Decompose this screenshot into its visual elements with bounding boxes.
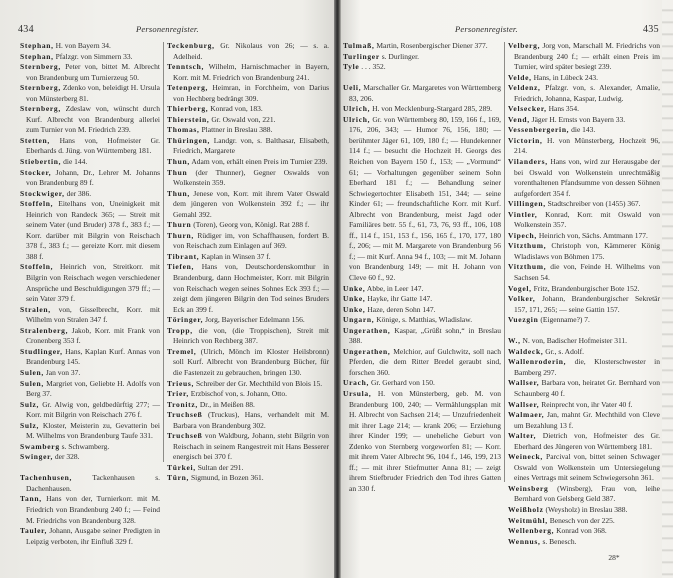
index-entry bbox=[508, 484, 660, 505]
entry-headword: Stralen, bbox=[20, 304, 51, 314]
entry-headword: Weinsberg bbox=[508, 483, 549, 493]
index-entry bbox=[20, 473, 160, 494]
entry-references: Melchior, auf Gulchwitz, soll nach Pferden, die dem Ritter Bredel geraubt sind, forschen 360. bbox=[349, 346, 501, 377]
entry-headword: Waldeck, bbox=[508, 346, 544, 356]
index-section bbox=[20, 41, 160, 463]
entry-headword: Thomas, bbox=[167, 125, 200, 135]
entry-references: Gr. Nikolaus von 26; — s. a. Adelheid. bbox=[173, 41, 329, 61]
entry-headword: Ursula, bbox=[343, 389, 372, 398]
entry-references: Jorg, Bayerischer Edelmann 156. bbox=[203, 315, 305, 325]
index-entry bbox=[167, 473, 329, 484]
entry-headword: Sulen, bbox=[20, 378, 45, 388]
entry-headword: Truchseß bbox=[167, 431, 203, 441]
entry-headword: Weitmühl, bbox=[508, 515, 548, 525]
index-entry bbox=[508, 73, 660, 84]
entry-references: Jäger H. Ernsts von Bayern 33. bbox=[529, 114, 626, 124]
left-page bbox=[0, 0, 336, 578]
entry-headword: Ungarn, bbox=[343, 315, 375, 325]
entry-references: Heimran, in Forchheim, von Darius von Hechberg bedrängt 309. bbox=[173, 83, 329, 103]
index-section bbox=[508, 41, 660, 326]
book-gutter bbox=[334, 0, 341, 578]
index-entry bbox=[343, 305, 501, 316]
entry-references: Gr. Gerhard von 150. bbox=[369, 378, 435, 388]
entry-references: Fritz, Brandenburgischer Bote 152. bbox=[531, 283, 640, 293]
entry-headword: Thierberg, bbox=[167, 104, 209, 114]
entry-references: Heinrich von, Sächs. Amtmann 177. bbox=[537, 230, 648, 240]
entry-references: (der Thunner), Gegner Oswalds von Wolkenstein 359. bbox=[173, 167, 329, 188]
index-entry bbox=[20, 199, 160, 262]
entry-references: Pfalzgr. von Simmern 33. bbox=[53, 51, 133, 61]
entry-headword: Ungerathen, bbox=[343, 325, 391, 335]
entry-references: die, Klosterschwester in Bamberg 297. bbox=[514, 357, 660, 377]
index-entry bbox=[508, 400, 660, 411]
entry-headword: Walmaer, bbox=[508, 410, 545, 420]
index-section bbox=[20, 473, 160, 547]
entry-headword: Velberg, bbox=[508, 41, 541, 50]
entry-references: H. von Bayern 34. bbox=[53, 41, 111, 50]
entry-references: Heinrich von, Streitkorr. mit Bilgrin von Reischach wegen verschiedener Ansprüche und Beschuldigungen 379 ff.; — sein Vater 379 f. bbox=[26, 262, 160, 304]
index-section bbox=[167, 41, 329, 484]
index-entry bbox=[343, 41, 501, 52]
entry-references: (Truckus), Hans, verhandelt mit M. Barbara von Brandenburg 302. bbox=[173, 410, 329, 430]
entry-references: Kloster, Meisterin zu, Gevatterin bei M. Wilhelms von Brandenburg Taufe 331. bbox=[26, 420, 160, 441]
entry-headword: Sulen, bbox=[20, 367, 45, 377]
index-entry bbox=[343, 83, 501, 104]
entry-headword: Türn, bbox=[167, 473, 190, 483]
entry-headword: Vitzthum, bbox=[508, 241, 547, 251]
entry-headword: Thurn bbox=[167, 220, 192, 230]
entry-references: Hans, Kaplan Kurf. Annas von Brandenburg 145. bbox=[26, 346, 160, 367]
index-entry bbox=[20, 189, 160, 200]
entry-headword: Türkei, bbox=[167, 462, 196, 472]
entry-headword: Thun, bbox=[167, 188, 190, 198]
entry-headword: Wennus, bbox=[508, 536, 541, 546]
index-entry bbox=[508, 210, 660, 231]
index-entry bbox=[508, 294, 660, 315]
entry-references: Parcival von, bittet seinen Schwager Oswald von Wolkenstein um Untersiegelung eines Vertrags mit seinem Schwiegersohn 361. bbox=[514, 452, 660, 483]
entry-references: Zdeslaw von, wünscht durch Kurf. Albrecht von Brandenburg allerlei zum Turnier von M. Friedrich 239. bbox=[26, 104, 160, 135]
index-column bbox=[167, 41, 329, 492]
entry-references: Konrad von, 183. bbox=[208, 104, 263, 114]
entry-references: Johann, Ausgabe seiner Predigten in Leipzig verboten, ihr Einfluß 329 f. bbox=[26, 526, 160, 546]
index-entry bbox=[167, 136, 329, 157]
entry-references: Rüdiger im, von Schaffhausen, fordert B. von Reischach zum Einlagen auf 369. bbox=[173, 230, 329, 251]
entry-headword: Tyle bbox=[343, 62, 360, 72]
index-entry bbox=[343, 284, 501, 295]
index-entry bbox=[508, 262, 660, 283]
entry-headword: Walter, bbox=[508, 431, 537, 441]
index-entry bbox=[508, 315, 660, 326]
entry-references: s. Benesch. bbox=[540, 536, 577, 546]
index-entry bbox=[167, 220, 329, 231]
index-entry bbox=[508, 157, 660, 199]
index-entry bbox=[343, 294, 501, 305]
entry-headword: Sternberg, bbox=[20, 83, 61, 93]
index-entry bbox=[20, 52, 160, 63]
entry-headword: Thüringen, bbox=[167, 135, 211, 145]
entry-headword: Turlinger bbox=[343, 51, 380, 61]
entry-headword: Tibrant, bbox=[167, 251, 200, 261]
entry-headword: Wallser, bbox=[508, 399, 540, 409]
index-entry bbox=[20, 157, 160, 168]
entry-references: Stadtschreiber von (1455) 367. bbox=[545, 199, 641, 209]
index-entry bbox=[167, 157, 329, 168]
entry-headword: Victorin, bbox=[508, 135, 543, 145]
index-entry bbox=[167, 410, 329, 431]
entry-headword: Tropp, bbox=[167, 325, 193, 335]
index-entry bbox=[167, 168, 329, 189]
index-column bbox=[20, 41, 160, 555]
entry-references: Benesch von der 225. bbox=[547, 515, 615, 525]
index-entry bbox=[508, 284, 660, 295]
index-entry bbox=[167, 400, 329, 411]
page-number: 435 bbox=[643, 24, 659, 35]
entry-headword: Thun, bbox=[167, 157, 190, 167]
entry-references: Hayke, ihr Gatte 147. bbox=[365, 294, 433, 304]
index-entry bbox=[20, 104, 160, 136]
entry-references: Jenese von, Korr. mit ihrem Vater Oswald dem jüngeren von Wolkenstein 392 f.; — ihr Gemahl 392. bbox=[173, 188, 329, 219]
index-entry bbox=[167, 104, 329, 115]
entry-references: (Eigenname?) 7. bbox=[538, 315, 590, 325]
entry-references: Schreiber der Gr. Mechthild von Blois 15. bbox=[194, 378, 323, 388]
entry-headword: Tiefen, bbox=[167, 262, 195, 272]
entry-references: Gr. Oswald von, 221. bbox=[209, 114, 276, 124]
entry-headword: Sulz, bbox=[20, 420, 40, 430]
index-entry bbox=[20, 421, 160, 442]
entry-headword: Stoffeln, bbox=[20, 262, 54, 272]
index-entry bbox=[343, 62, 501, 73]
entry-references: die von, (die Troppischen), Streit mit Heinrich von Rechberg 387. bbox=[173, 325, 329, 346]
entry-headword: Ulrich, bbox=[343, 114, 371, 124]
entry-references: Dr., in Meißen 88. bbox=[197, 399, 255, 409]
page-number: 434 bbox=[18, 24, 34, 35]
index-section bbox=[343, 41, 501, 73]
entry-references: der 328. bbox=[53, 452, 80, 462]
entry-references: Adam von, erhält einen Preis im Turnier 239. bbox=[189, 157, 328, 167]
entry-references: s. Schwamberg. bbox=[59, 441, 110, 451]
entry-headword: Tachenhusen, bbox=[20, 473, 73, 483]
entry-headword: Trieus, bbox=[167, 378, 195, 388]
index-entry bbox=[20, 83, 160, 104]
entry-references: Christoph von, Kämmerer König Wladislaws von Böhmen 175. bbox=[514, 241, 660, 261]
page-edges bbox=[662, 0, 673, 578]
entry-headword: Stocker, bbox=[20, 167, 52, 177]
entry-references: Hans von, Deutschordenskomthur in Brandenburg, dann Hochmeister, Korr. mit Bilgrin von Reischach wegen seines Sohnes Eck 393 f.; — zeigt dem jüngeren Bilgrin den Tod seines Bruders Eck an 399 f. bbox=[173, 262, 329, 314]
entry-references: Dietrich von, Hofmeister des Gr. Eberhard des Jüngeren von Württemberg 181. bbox=[514, 431, 660, 451]
entry-references: (Ulrich, Mönch im Kloster Heilsbronn) soll Kurf. Albrecht von Brandenburg Bücher, für die Fastenzeit zu gebrauchen, bringen 130. bbox=[173, 346, 329, 377]
entry-references: (Toren), Georg von, Königl. Rat 288 f. bbox=[191, 220, 310, 230]
index-entry bbox=[20, 400, 160, 421]
entry-references: Plattner in Breslau 388. bbox=[199, 125, 273, 135]
entry-references: H. von Münsterberg, Hochzeit 96, 214. bbox=[514, 135, 660, 156]
entry-headword: Vessenbergerin, bbox=[508, 125, 570, 135]
entry-headword: Vipech, bbox=[508, 230, 537, 240]
signature-mark: 28* bbox=[608, 553, 620, 563]
index-section bbox=[508, 336, 660, 547]
entry-headword: Tulmaß, bbox=[343, 41, 375, 50]
index-entry bbox=[20, 452, 160, 463]
entry-references: (Weysholz) in Breslau 388. bbox=[543, 505, 628, 515]
entry-references: Johann, Dr., Lehrer M. Johanns von Brandenburg 89 f. bbox=[26, 167, 160, 188]
entry-headword: Sulz, bbox=[20, 399, 40, 409]
entry-headword: Ungerathen, bbox=[343, 346, 391, 356]
index-entry bbox=[20, 379, 160, 400]
entry-references: die 143. bbox=[569, 125, 596, 135]
entry-headword: Unke, bbox=[343, 304, 366, 314]
entry-references: von, Gisselbrecht, Korr. mit Wilhelm von Stralen 347 f. bbox=[26, 304, 160, 325]
index-entry bbox=[167, 463, 329, 474]
index-entry bbox=[167, 252, 329, 263]
index-entry bbox=[343, 52, 501, 63]
index-entry bbox=[508, 83, 660, 104]
index-entry bbox=[20, 326, 160, 347]
entry-headword: Stephan, bbox=[20, 41, 54, 50]
entry-headword: Thurn, bbox=[167, 230, 194, 240]
index-entry bbox=[508, 125, 660, 136]
entry-headword: Unke, bbox=[343, 283, 366, 293]
index-entry bbox=[508, 336, 660, 347]
entry-headword: Töringer, bbox=[167, 315, 204, 325]
entry-headword: Weißholz bbox=[508, 505, 544, 515]
index-entry bbox=[508, 199, 660, 210]
entry-references: Sigmund, in Bozen 361. bbox=[189, 473, 264, 483]
entry-headword: Tann, bbox=[20, 494, 42, 504]
entry-references: Hans 354. bbox=[546, 104, 580, 114]
entry-references: Zdenko von, beleidigt H. Ursula von Münsterberg 81. bbox=[26, 83, 160, 103]
index-entry bbox=[167, 431, 329, 463]
running-head: Personenregister. bbox=[455, 24, 518, 34]
entry-references: Jan von 37. bbox=[44, 367, 81, 377]
index-entry bbox=[167, 315, 329, 326]
entry-references: Peter von, bittet M. Albrecht von Brandenburg um Turnierzeug 50. bbox=[26, 62, 160, 82]
entry-references: Gr. Alwig von, geldbedürftig 277; — Korr. mit Bilgrin von Reischach 276 f. bbox=[26, 399, 160, 420]
entry-references: die 144. bbox=[61, 157, 88, 167]
index-entry bbox=[508, 505, 660, 516]
right-page bbox=[340, 0, 673, 578]
entry-references: Hans von, Hofmeister Gr. Eberhards d. Jüng. von Württemberg 181. bbox=[26, 135, 160, 156]
index-entry bbox=[508, 537, 660, 548]
entry-headword: Wellenberg, bbox=[508, 526, 555, 536]
entry-headword: Thun bbox=[167, 167, 188, 177]
entry-headword: Stephan, bbox=[20, 51, 54, 61]
entry-references: Sultan der 291. bbox=[195, 462, 244, 472]
entry-headword: Tetenperg, bbox=[167, 83, 209, 93]
entry-headword: Tremel, bbox=[167, 346, 197, 356]
entry-headword: Truchseß bbox=[167, 410, 203, 420]
entry-headword: Vilanders, bbox=[508, 157, 548, 167]
entry-references: s. Durlinger. bbox=[379, 51, 420, 61]
entry-headword: Teckenburg, bbox=[167, 41, 215, 50]
index-section bbox=[343, 83, 501, 494]
index-entry bbox=[20, 368, 160, 379]
entry-references: N. von, Badischer Hofmeister 311. bbox=[520, 336, 628, 346]
entry-references: Erzbischof von, s. Johann, Otto. bbox=[188, 389, 288, 399]
index-entry bbox=[343, 326, 501, 347]
index-entry bbox=[167, 379, 329, 390]
entry-references: Pfalzgr. von, s. Alexander, Amalie, Friedrich, Johanna, Kaspar, Ludwig. bbox=[514, 83, 660, 103]
entry-references: Martin, Rosenbergischer Diener 377. bbox=[374, 41, 488, 50]
entry-references: Johann, Brandenburgischer Sekretär 157, 171, 265; — seine Gattin 157. bbox=[514, 294, 660, 314]
entry-headword: Stoffeln, bbox=[20, 199, 54, 209]
index-entry bbox=[167, 125, 329, 136]
index-entry bbox=[167, 115, 329, 126]
entry-references: Margriet von, Geliebte H. Adolfs von Berg 37. bbox=[26, 378, 160, 399]
index-entry bbox=[508, 41, 660, 73]
index-entry bbox=[508, 516, 660, 527]
entry-references: Jakob, Korr. mit Frank von Cronenberg 353 f. bbox=[26, 325, 160, 346]
index-entry bbox=[167, 83, 329, 104]
entry-headword: Studlinger, bbox=[20, 346, 63, 356]
index-entry bbox=[20, 168, 160, 189]
index-entry bbox=[508, 136, 660, 157]
entry-headword: Thierstein, bbox=[167, 114, 210, 124]
entry-headword: Weineck, bbox=[508, 452, 543, 462]
entry-references: Gr. von Württemberg 80, 159, 166 f., 169, 176, 206, 343; — Humor 76, 156, 180; — berühmter Jäger 61, 109, 180 f.; — Hundekenner 114 f.; — besucht die Hochzeit H. Georgs des Reichen von Bayern 150 f., 153; — „Vormund“ 61; — Vorhaltungen gegenüber seinem Sohn Eberhard 181 f.; — Behandlung seiner Schwiegertochter Elisabeth 151, 344; — seine Kinder 61; — freundschaftliche Korr. mit Kurf. Albrecht von Brandenburg, meist Jagd oder Familiäres betr. 55 f., 61, 73, 76, 93 ff., 106, 108 ff., 114 f., 151, 153 f., 156, 165 f., 170, 177, 180 f., 206; — mit M. Margarete von Brandenburg 56 f.; — mit Kurf. Anna 94 f., 103; — mit M. Johann von Brandenburg 149; — mit H. Johann von Cleve 60 f., 92. bbox=[349, 114, 501, 282]
index-entry bbox=[167, 189, 329, 221]
index-entry bbox=[20, 526, 160, 547]
entry-headword: Tenntsch, bbox=[167, 62, 205, 72]
running-head: Personenregister. bbox=[136, 24, 199, 34]
entry-headword: Swinger, bbox=[20, 452, 54, 462]
index-entry bbox=[508, 241, 660, 262]
entry-references: Marschaller Gr. Margaretes von Württemberg 83, 206. bbox=[349, 83, 501, 103]
entry-headword: Tronitz, bbox=[167, 399, 198, 409]
index-entry bbox=[167, 262, 329, 315]
index-entry bbox=[508, 410, 660, 431]
entry-references: . . . 352. bbox=[359, 62, 386, 72]
entry-references: von Waldburg, Johann, steht Bilgrin von Reischach in seinem Rangestreit mit Hans Besserer energisch bei 370 f. bbox=[173, 431, 329, 462]
index-entry bbox=[167, 389, 329, 400]
entry-headword: Vuezgin bbox=[508, 315, 539, 325]
index-entry bbox=[343, 378, 501, 389]
index-column bbox=[508, 41, 660, 572]
entry-headword: Tauler, bbox=[20, 526, 48, 536]
entry-headword: Ueli, bbox=[343, 83, 362, 93]
index-entry bbox=[167, 62, 329, 83]
entry-references: die von, Feinde H. Wilhelms von Sachsen 54. bbox=[514, 262, 660, 283]
entry-headword: Vend, bbox=[508, 114, 530, 124]
index-entry bbox=[20, 347, 160, 368]
entry-headword: Vintler, bbox=[508, 209, 538, 219]
entry-headword: Vogel, bbox=[508, 283, 532, 293]
entry-headword: Sternberg, bbox=[20, 62, 61, 72]
entry-headword: Stockwiger, bbox=[20, 188, 65, 198]
index-entry bbox=[508, 115, 660, 126]
column-divider bbox=[163, 42, 164, 462]
entry-references: Gr., s. Adolf. bbox=[543, 346, 585, 356]
entry-references: Landgr. von, s. Balthasar, Elisabeth, Friedrich, Margarete bbox=[173, 135, 329, 156]
entry-headword: Ulrich, bbox=[343, 104, 371, 114]
entry-headword: Wallser, bbox=[508, 378, 540, 388]
entry-references: Hans von der, Turnierkorr. mit M. Friedrich von Brandenburg 240 f.; — Feind M. Friedrichs von Brandenburg 328. bbox=[26, 494, 160, 525]
entry-references: Hans, in Lübeck 243. bbox=[531, 72, 598, 82]
index-entry bbox=[167, 41, 329, 62]
entry-references: Haze, deren Sohn 147. bbox=[365, 304, 436, 314]
index-entry bbox=[508, 431, 660, 452]
index-entry bbox=[343, 115, 501, 284]
index-entry bbox=[343, 315, 501, 326]
entry-references: Kaplan in Winsen 37 f. bbox=[199, 251, 271, 261]
entry-references: Jan, mahnt Gr. Mechthild von Cleve um Bezahlung 13 f. bbox=[514, 410, 660, 430]
entry-headword: W., bbox=[508, 336, 521, 346]
index-entry bbox=[167, 231, 329, 252]
entry-references: Tackenhausen s. Dachenhausen. bbox=[26, 473, 160, 493]
index-entry bbox=[343, 347, 501, 379]
entry-headword: Urach, bbox=[343, 378, 370, 388]
entry-headword: Stralenberg, bbox=[20, 325, 69, 335]
index-entry bbox=[508, 357, 660, 378]
index-entry bbox=[20, 494, 160, 526]
entry-headword: Sternberg, bbox=[20, 104, 61, 114]
index-entry bbox=[20, 305, 160, 326]
entry-references: Konrad von 368. bbox=[554, 526, 607, 536]
index-entry bbox=[20, 41, 160, 52]
index-column bbox=[343, 41, 501, 502]
entry-references: H. von Mecklenburg-Stargard 285, 289. bbox=[370, 104, 492, 114]
index-entry bbox=[508, 452, 660, 484]
index-entry bbox=[508, 378, 660, 399]
entry-headword: Velsecker, bbox=[508, 104, 547, 114]
index-entry bbox=[20, 442, 160, 453]
entry-references: Barbara von, heiratet Gr. Bernhard von Schaunberg 40 f. bbox=[514, 378, 660, 398]
entry-headword: Trier, bbox=[167, 389, 189, 399]
index-entry bbox=[508, 347, 660, 358]
entry-headword: Volker, bbox=[508, 294, 536, 304]
index-entry bbox=[167, 326, 329, 347]
entry-references: Abbe, in Leer 147. bbox=[365, 283, 424, 293]
entry-headword: Velde, bbox=[508, 72, 532, 82]
index-entry bbox=[20, 262, 160, 304]
entry-references: (Winsberg), Frau von, leihe Bernhard von Gelsberg Geld 387. bbox=[514, 483, 660, 504]
entry-references: Hans von, wird zur Herausgabe der bei Oswald von Wolkenstein unrechtmäßig vorenthaltenen Pfandsumme von dessen Söhnen aufgefordert 354 f. bbox=[514, 157, 660, 198]
entry-references: Wilhelm, Harnischmacher in Bayern, Korr. mit M. Friedrich von Brandenburg 241. bbox=[173, 62, 329, 82]
entry-headword: Stetten, bbox=[20, 135, 50, 145]
index-entry bbox=[508, 231, 660, 242]
entry-references: Könige, s. Matthias, Wladislaw. bbox=[374, 315, 473, 325]
column-divider bbox=[504, 42, 505, 482]
entry-references: der 386. bbox=[64, 188, 92, 198]
entry-headword: Vitzthum, bbox=[508, 262, 547, 272]
entry-references: Eitelhans von, Uneinigkeit mit Heinrich von Randeck 365; — Streit mit seinem Vater (und Bruder) 378 f., 383 f.; — Korr. darüber mit Bilgrin von Reischach 378 f., 383 f.; — gereizte Korr. mit diesem 388 f. bbox=[26, 199, 160, 261]
index-entry bbox=[343, 104, 501, 115]
entry-references: Reinprecht von, ihr Vater 40 f. bbox=[539, 399, 633, 409]
index-entry bbox=[508, 104, 660, 115]
index-entry bbox=[20, 136, 160, 157]
index-entry bbox=[167, 347, 329, 379]
index-entry bbox=[508, 526, 660, 537]
entry-references: Kaspar, „Grüßt sohn,“ in Breslau 388. bbox=[349, 325, 501, 346]
entry-headword: Stiebertin, bbox=[20, 157, 62, 167]
entry-headword: Swamberg bbox=[20, 441, 60, 451]
entry-headword: Unke, bbox=[343, 294, 366, 304]
index-entry bbox=[20, 62, 160, 83]
entry-references: Konrad, Korr. mit Oswald von Wolkenstein 357. bbox=[514, 209, 660, 230]
entry-headword: Veldenz, bbox=[508, 83, 541, 93]
entry-headword: Wallenroderin, bbox=[508, 357, 567, 367]
entry-headword: Villingen, bbox=[508, 199, 546, 209]
entry-references: H. von Münsterberg, geb. M. von Brandenburg 100, 240; — Vermählungsplan mit H. Albrecht von Sachsen 214; — Unzufriedenheit mit ihrer Lage 214; — krank 206; — Erziehung ihrer Kinder 199; — uneheliche Geburt von Zdenko von Sternberg vorgeworfen 81; — Korr. mit ihrem Vater Albrecht 96, 104 f., 146, 199, 213 ff.; — mit ihrer Stiefmutter Anna 81; — zeigt ihrem Stiefbruder Friedrich den Tod ihres Gatten an 330 f. bbox=[349, 389, 501, 493]
entry-references: Jorg von, Marschall M. Friedrichs von Brandenburg 240 f.; — erhält einen Preis im Turnier, wird später besiegt 239. bbox=[514, 41, 660, 72]
index-entry bbox=[343, 389, 501, 494]
